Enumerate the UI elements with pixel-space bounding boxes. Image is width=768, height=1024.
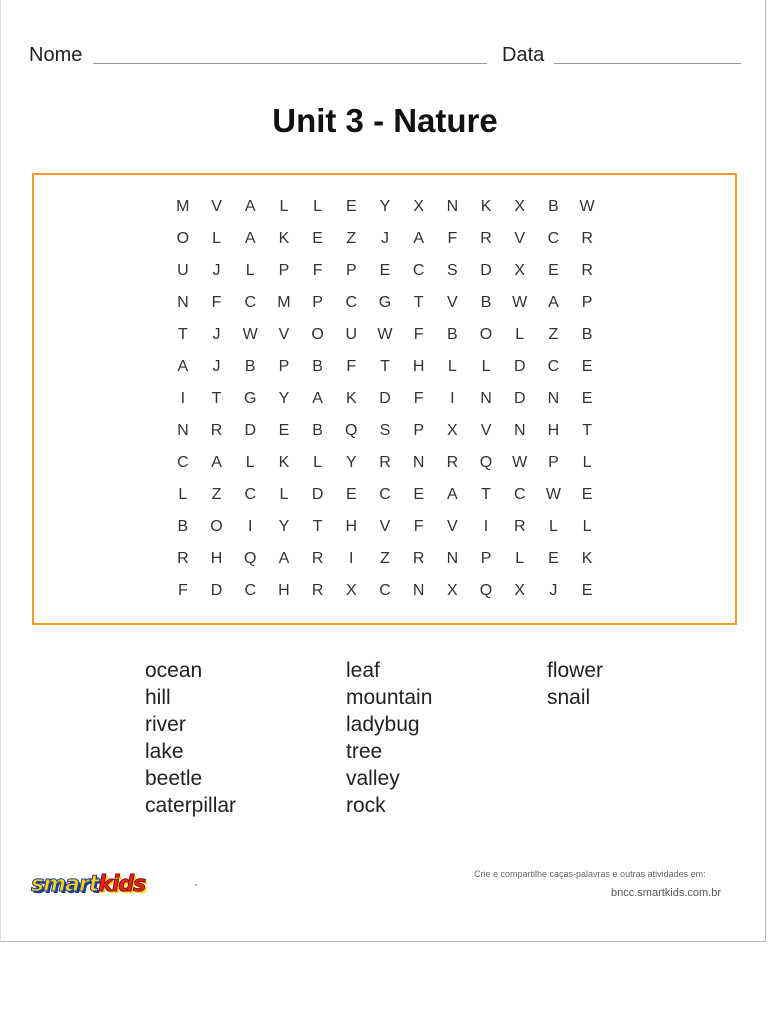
- grid-letter: T: [481, 486, 491, 503]
- decorative-dot: [195, 884, 197, 886]
- grid-letter: B: [312, 358, 323, 375]
- logo-smart-text: smart: [31, 872, 99, 897]
- date-line: [554, 63, 741, 64]
- grid-letter: A: [447, 486, 458, 503]
- grid-letter: P: [345, 262, 357, 279]
- word-column-2: [346, 657, 547, 819]
- grid-letter: E: [581, 390, 593, 407]
- grid-letter: A: [548, 294, 559, 311]
- word-list-item: valley: [346, 767, 400, 790]
- grid-letter: E: [413, 486, 424, 503]
- grid-letter: N: [412, 582, 425, 599]
- grid-letter: I: [180, 390, 186, 407]
- grid-letter: W: [242, 326, 258, 343]
- grid-letter: R: [177, 550, 189, 567]
- date-label: Data: [502, 44, 545, 66]
- grid-letter: V: [514, 230, 526, 247]
- grid-letter: A: [177, 358, 189, 375]
- grid-letter: C: [244, 486, 256, 503]
- word-search-grid: [166, 191, 604, 607]
- grid-letter: L: [313, 454, 323, 471]
- grid-letter: P: [581, 294, 593, 311]
- word-list-item: rock: [346, 794, 386, 817]
- grid-letter: V: [447, 294, 458, 311]
- grid-letter: P: [548, 454, 559, 471]
- word-list-item: tree: [346, 740, 383, 763]
- grid-letter: L: [279, 198, 289, 215]
- logo-kids-text: kids: [98, 872, 146, 897]
- word-list-item: ladybug: [346, 713, 420, 736]
- grid-letter: C: [513, 486, 526, 503]
- grid-letter: R: [446, 454, 459, 471]
- grid-letter: T: [177, 326, 188, 343]
- grid-letter: P: [278, 358, 290, 375]
- grid-letter: C: [412, 262, 425, 279]
- footer-url: bncc.smartkids.com.br: [611, 887, 722, 899]
- word-list-item: flower: [547, 659, 604, 682]
- grid-letter: J: [380, 230, 389, 247]
- grid-letter: H: [412, 358, 425, 375]
- grid-letter: P: [480, 550, 492, 567]
- grid-letter: D: [311, 486, 324, 503]
- grid-letter: T: [380, 358, 390, 375]
- grid-letter: S: [379, 422, 391, 439]
- page-title: Unit 3 - Nature: [272, 102, 498, 139]
- grid-letter: T: [582, 422, 592, 439]
- grid-letter: X: [447, 582, 458, 599]
- grid-letter: E: [548, 550, 559, 567]
- grid-letter: W: [545, 486, 561, 503]
- grid-letter: K: [345, 390, 357, 407]
- grid-letter: J: [212, 262, 221, 279]
- grid-letter: N: [446, 550, 459, 567]
- grid-letter: V: [379, 518, 391, 535]
- grid-letter: P: [312, 294, 323, 311]
- grid-letter: R: [311, 582, 324, 599]
- grid-letter: F: [413, 390, 424, 407]
- grid-letter: I: [483, 518, 489, 535]
- grid-letter: Y: [278, 518, 290, 535]
- grid-letter: L: [582, 454, 592, 471]
- grid-letter: A: [244, 198, 256, 215]
- grid-letter: V: [447, 518, 458, 535]
- grid-letter: D: [513, 358, 526, 375]
- grid-letter: F: [177, 582, 188, 599]
- grid-letter: A: [244, 230, 256, 247]
- grid-letter: O: [479, 326, 493, 343]
- grid-letter: J: [212, 326, 221, 343]
- grid-letter: L: [245, 262, 255, 279]
- footer-note: Crie e compartilhe caças-palavras e outras atividades em:: [474, 869, 706, 879]
- grid-letter: N: [446, 198, 459, 215]
- grid-letter: I: [450, 390, 455, 407]
- grid-letter: R: [210, 422, 223, 439]
- grid-letter: V: [211, 198, 222, 215]
- grid-letter: F: [447, 230, 458, 247]
- grid-letter: A: [211, 454, 222, 471]
- grid-letter: N: [547, 390, 560, 407]
- grid-letter: C: [379, 486, 391, 503]
- grid-letter: E: [581, 582, 593, 599]
- word-column-3: [547, 657, 603, 819]
- grid-letter: J: [549, 582, 558, 599]
- grid-letter: E: [345, 486, 357, 503]
- grid-letter: F: [413, 518, 424, 535]
- grid-letter: Z: [346, 230, 357, 247]
- grid-letter: Y: [379, 198, 391, 215]
- grid-letter: B: [581, 326, 593, 343]
- grid-letter: P: [278, 262, 290, 279]
- grid-letter: F: [413, 326, 424, 343]
- grid-letter: X: [514, 198, 526, 215]
- grid-letter: F: [312, 262, 323, 279]
- grid-letter: Q: [345, 422, 358, 439]
- grid-letter: B: [447, 326, 458, 343]
- grid-letter: L: [582, 518, 592, 535]
- grid-letter: L: [447, 358, 457, 375]
- grid-letter: F: [346, 358, 357, 375]
- grid-letter: E: [278, 422, 290, 439]
- grid-letter: A: [312, 390, 323, 407]
- grid-letter: L: [548, 518, 558, 535]
- word-list-item: hill: [145, 686, 171, 709]
- grid-letter: R: [480, 230, 492, 247]
- grid-letter: M: [176, 198, 190, 215]
- grid-letter: C: [345, 294, 358, 311]
- grid-letter: L: [515, 326, 525, 343]
- grid-letter: E: [312, 230, 323, 247]
- grid-letter: E: [379, 262, 391, 279]
- word-list-item: caterpillar: [145, 794, 237, 817]
- grid-letter: B: [548, 198, 559, 215]
- grid-letter: O: [311, 326, 324, 343]
- grid-letter: N: [177, 422, 189, 439]
- grid-letter: C: [177, 454, 189, 471]
- smartkids-logo: [31, 872, 145, 897]
- grid-letter: K: [480, 198, 492, 215]
- grid-letter: R: [379, 454, 391, 471]
- grid-letter: Y: [278, 390, 290, 407]
- grid-letter: D: [379, 390, 391, 407]
- grid-letter: K: [278, 454, 290, 471]
- grid-letter: Q: [243, 550, 257, 567]
- grid-letter: Z: [211, 486, 222, 503]
- grid-letter: C: [547, 230, 560, 247]
- grid-letter: O: [210, 518, 223, 535]
- grid-letter: R: [513, 518, 526, 535]
- grid-letter: E: [581, 486, 593, 503]
- name-label: Nome: [29, 44, 83, 66]
- grid-letter: B: [177, 518, 189, 535]
- grid-letter: M: [277, 294, 291, 311]
- grid-letter: L: [245, 454, 255, 471]
- grid-letter: C: [547, 358, 560, 375]
- grid-letter: X: [447, 422, 458, 439]
- grid-letter: J: [212, 358, 221, 375]
- grid-letter: L: [481, 358, 491, 375]
- word-list-item: ocean: [145, 659, 203, 682]
- grid-letter: X: [514, 582, 526, 599]
- grid-letter: R: [581, 262, 593, 279]
- grid-letter: R: [412, 550, 425, 567]
- grid-letter: L: [279, 486, 289, 503]
- grid-letter: Y: [345, 454, 357, 471]
- grid-letter: D: [480, 262, 492, 279]
- grid-letter: N: [412, 454, 425, 471]
- word-list-item: river: [145, 713, 186, 736]
- grid-letter: H: [278, 582, 290, 599]
- grid-letter: I: [247, 518, 253, 535]
- grid-letter: Q: [479, 582, 493, 599]
- word-column-1: [145, 657, 346, 819]
- grid-letter: E: [548, 262, 559, 279]
- grid-letter: E: [345, 198, 357, 215]
- grid-letter: X: [514, 262, 526, 279]
- grid-letter: W: [512, 294, 528, 311]
- grid-letter: C: [244, 294, 256, 311]
- grid-letter: T: [211, 390, 222, 407]
- grid-letter: K: [278, 230, 290, 247]
- grid-letter: N: [480, 390, 492, 407]
- grid-letter: S: [447, 262, 458, 279]
- grid-letter: G: [243, 390, 257, 407]
- grid-letter: Z: [380, 550, 390, 567]
- grid-letter: B: [244, 358, 256, 375]
- grid-letter: A: [413, 230, 424, 247]
- grid-letter: Z: [548, 326, 559, 343]
- grid-letter: H: [210, 550, 223, 567]
- word-list-item: leaf: [346, 659, 380, 682]
- grid-letter: C: [244, 582, 256, 599]
- grid-letter: P: [413, 422, 424, 439]
- grid-letter: T: [312, 518, 323, 535]
- grid-letter: X: [413, 198, 424, 215]
- grid-letter: U: [345, 326, 358, 343]
- grid-letter: L: [515, 550, 525, 567]
- grid-letter: D: [210, 582, 223, 599]
- grid-letter: L: [313, 198, 323, 215]
- grid-letter: A: [278, 550, 290, 567]
- grid-letter: B: [480, 294, 492, 311]
- grid-letter: E: [581, 358, 593, 375]
- grid-letter: T: [413, 294, 424, 311]
- grid-letter: V: [480, 422, 492, 439]
- grid-letter: D: [513, 390, 526, 407]
- grid-letter: G: [378, 294, 392, 311]
- word-list-item: lake: [145, 740, 184, 763]
- grid-letter: H: [547, 422, 560, 439]
- grid-letter: O: [176, 230, 190, 247]
- grid-letter: C: [379, 582, 391, 599]
- grid-letter: D: [244, 422, 256, 439]
- grid-letter: B: [312, 422, 323, 439]
- grid-letter: X: [345, 582, 357, 599]
- grid-letter: R: [311, 550, 324, 567]
- grid-letter: N: [177, 294, 189, 311]
- grid-letter: W: [377, 326, 393, 343]
- grid-letter: U: [177, 262, 189, 279]
- grid-letter: W: [579, 198, 595, 215]
- grid-letter: I: [349, 550, 354, 567]
- grid-letter: L: [212, 230, 221, 247]
- word-list-item: beetle: [145, 767, 203, 790]
- grid-letter: V: [278, 326, 290, 343]
- word-list: [145, 657, 603, 819]
- grid-letter: H: [345, 518, 358, 535]
- grid-letter: Q: [479, 454, 493, 471]
- grid-letter: F: [211, 294, 222, 311]
- word-list-item: snail: [547, 686, 591, 709]
- grid-letter: K: [581, 550, 593, 567]
- grid-letter: R: [581, 230, 593, 247]
- grid-letter: L: [178, 486, 188, 503]
- grid-letter: N: [513, 422, 526, 439]
- word-list-item: mountain: [346, 686, 433, 709]
- name-line: [93, 63, 487, 64]
- grid-letter: W: [512, 454, 528, 471]
